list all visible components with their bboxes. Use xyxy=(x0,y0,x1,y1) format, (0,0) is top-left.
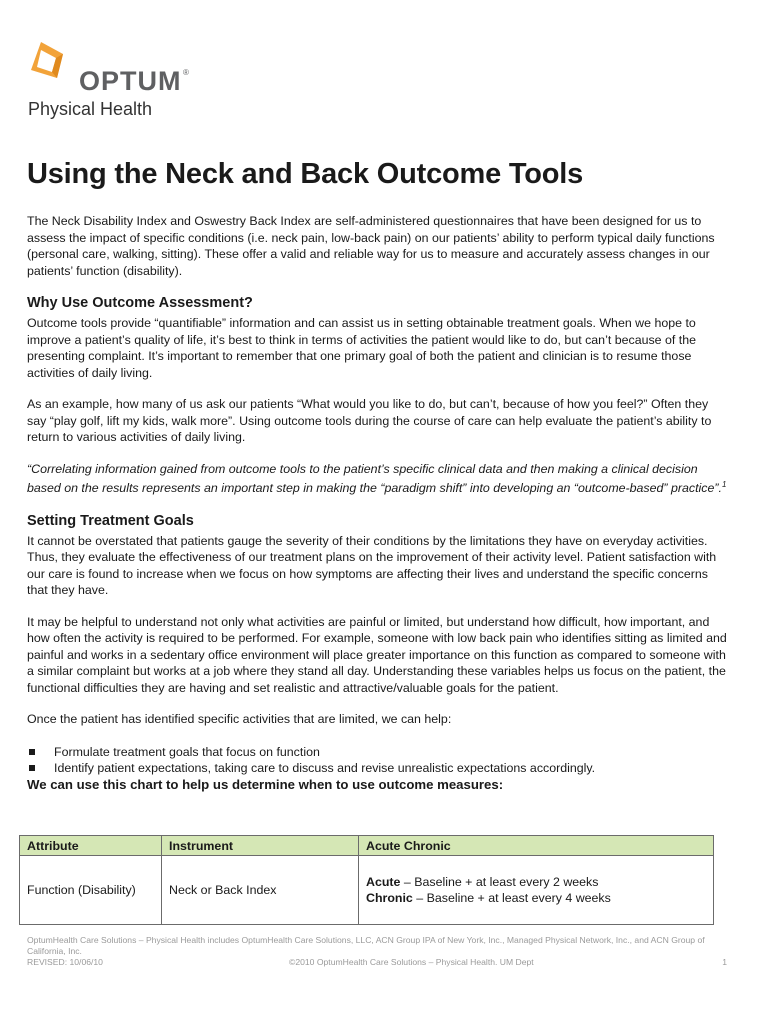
acute-label: Acute xyxy=(366,875,401,889)
table-header-attribute: Attribute xyxy=(20,836,162,856)
logo-registered-mark: ® xyxy=(183,68,189,77)
footer-copyright: ©2010 OptumHealth Care Solutions – Physical Health. UM Dept xyxy=(289,957,534,967)
why-use-paragraph-2: As an example, how many of us ask our patients “What would you like to do, but can’t, because of how you feel?” Often they say “play golf, lift my kids, walk more”. Using outcome tools during the course of care can help evaluate the patient’s ability to return to various activities of daily living. xyxy=(27,397,712,444)
chronic-text: – Baseline + at least every 4 weeks xyxy=(412,891,611,905)
table-header-acute-chronic: Acute Chronic xyxy=(359,836,714,856)
footer-revised: REVISED: 10/06/10 xyxy=(27,957,103,967)
footer-page-number: 1 xyxy=(722,957,727,967)
quote-paragraph xyxy=(27,461,727,497)
table-cell-instrument: Neck or Back Index xyxy=(162,856,359,925)
section-heading-treatment-goals: Setting Treatment Goals xyxy=(27,512,194,529)
logo-brand: OPTUM xyxy=(79,66,182,96)
list-item: Formulate treatment goals that focus on function xyxy=(27,744,727,761)
quote-text: “Correlating information gained from outcome tools to the patient’s specific clinical data and then making a clinical decision based on the results represents an important step in making the “paradigm shift” into developing an “outcome-based” practice”. xyxy=(27,461,722,496)
outcome-measures-table xyxy=(19,835,714,925)
table-header-instrument: Instrument xyxy=(162,836,359,856)
goals-bullet-list xyxy=(27,744,727,777)
quote-reference: 1 xyxy=(721,480,727,489)
logo-subtitle: Physical Health xyxy=(28,99,153,119)
chart-lead-text: We can use this chart to help us determine when to use outcome measures: xyxy=(27,776,504,792)
acute-text: – Baseline + at least every 2 weeks xyxy=(400,875,599,889)
table-cell-schedule xyxy=(359,856,714,925)
optum-logo xyxy=(27,40,197,122)
footer-disclaimer: OptumHealth Care Solutions – Physical Health includes OptumHealth Care Solutions, LLC, ACN Group IPA of New York, Inc., Managed Physical Network, Inc., and ACN Group of California, Inc. xyxy=(27,935,705,956)
goals-paragraph-1: It cannot be overstated that patients gauge the severity of their conditions by the limitations they have on everyday activities. Thus, they evaluate the effectiveness of our treatment plans on the improvement of their activity level. Patient satisfaction with our care is found to increase when we focus on how symptoms are affecting their lives and understand the specific concerns that they have. xyxy=(27,533,717,598)
chronic-label: Chronic xyxy=(366,891,413,905)
goals-paragraph-2: It may be helpful to understand not only what activities are painful or limited, but understand how difficult, how important, and how often the activity is required to be performed. For example, someone with low back pain who identifies sitting as limited and painful and works in a sedentary office environment will place greater importance on this function as compared to someone with a similar complaint but works at a job where they stand all day. Understanding these variables helps us focus on the patient, the functional difficulties they are having and set realistic and attractive/valuable goals for the patient. xyxy=(27,614,727,695)
optum-mark-icon xyxy=(27,40,79,92)
page-title: Using the Neck and Back Outcome Tools xyxy=(27,158,584,190)
document-body xyxy=(27,213,727,808)
chronic-schedule xyxy=(366,890,706,906)
goals-paragraph-3: Once the patient has identified specific activities that are limited, we can help: xyxy=(27,712,452,727)
page-footer xyxy=(27,935,727,968)
intro-paragraph: The Neck Disability Index and Oswestry Back Index are self-administered questionnaires that have been designed for us to assess the impact of specific conditions (i.e. neck pain, low-back pain) on our patients’ ability to perform typical daily functions (personal care, walking, sitting). These offer a valid and reliable way for us to measure and accurately assess changes in our patients’ function (disability). xyxy=(27,214,715,278)
acute-schedule xyxy=(366,874,706,890)
table-header-row xyxy=(20,836,714,856)
why-use-paragraph-1: Outcome tools provide “quantifiable” information and can assist us in setting obtainable treatment goals. When we hope to improve a patient’s quality of life, it’s best to think in terms of activities the patient would like to do, but can’t because of the presenting complaint. It’s important to remember that one primary goal of both the patient and clinician is to resume those activities of daily living. xyxy=(27,316,697,380)
section-heading-why-use: Why Use Outcome Assessment? xyxy=(27,295,253,311)
list-item: Identify patient expectations, taking care to discuss and revise unrealistic expectations accordingly. xyxy=(27,760,727,777)
table-cell-attribute: Function (Disability) xyxy=(20,856,162,925)
table-row xyxy=(20,856,714,925)
